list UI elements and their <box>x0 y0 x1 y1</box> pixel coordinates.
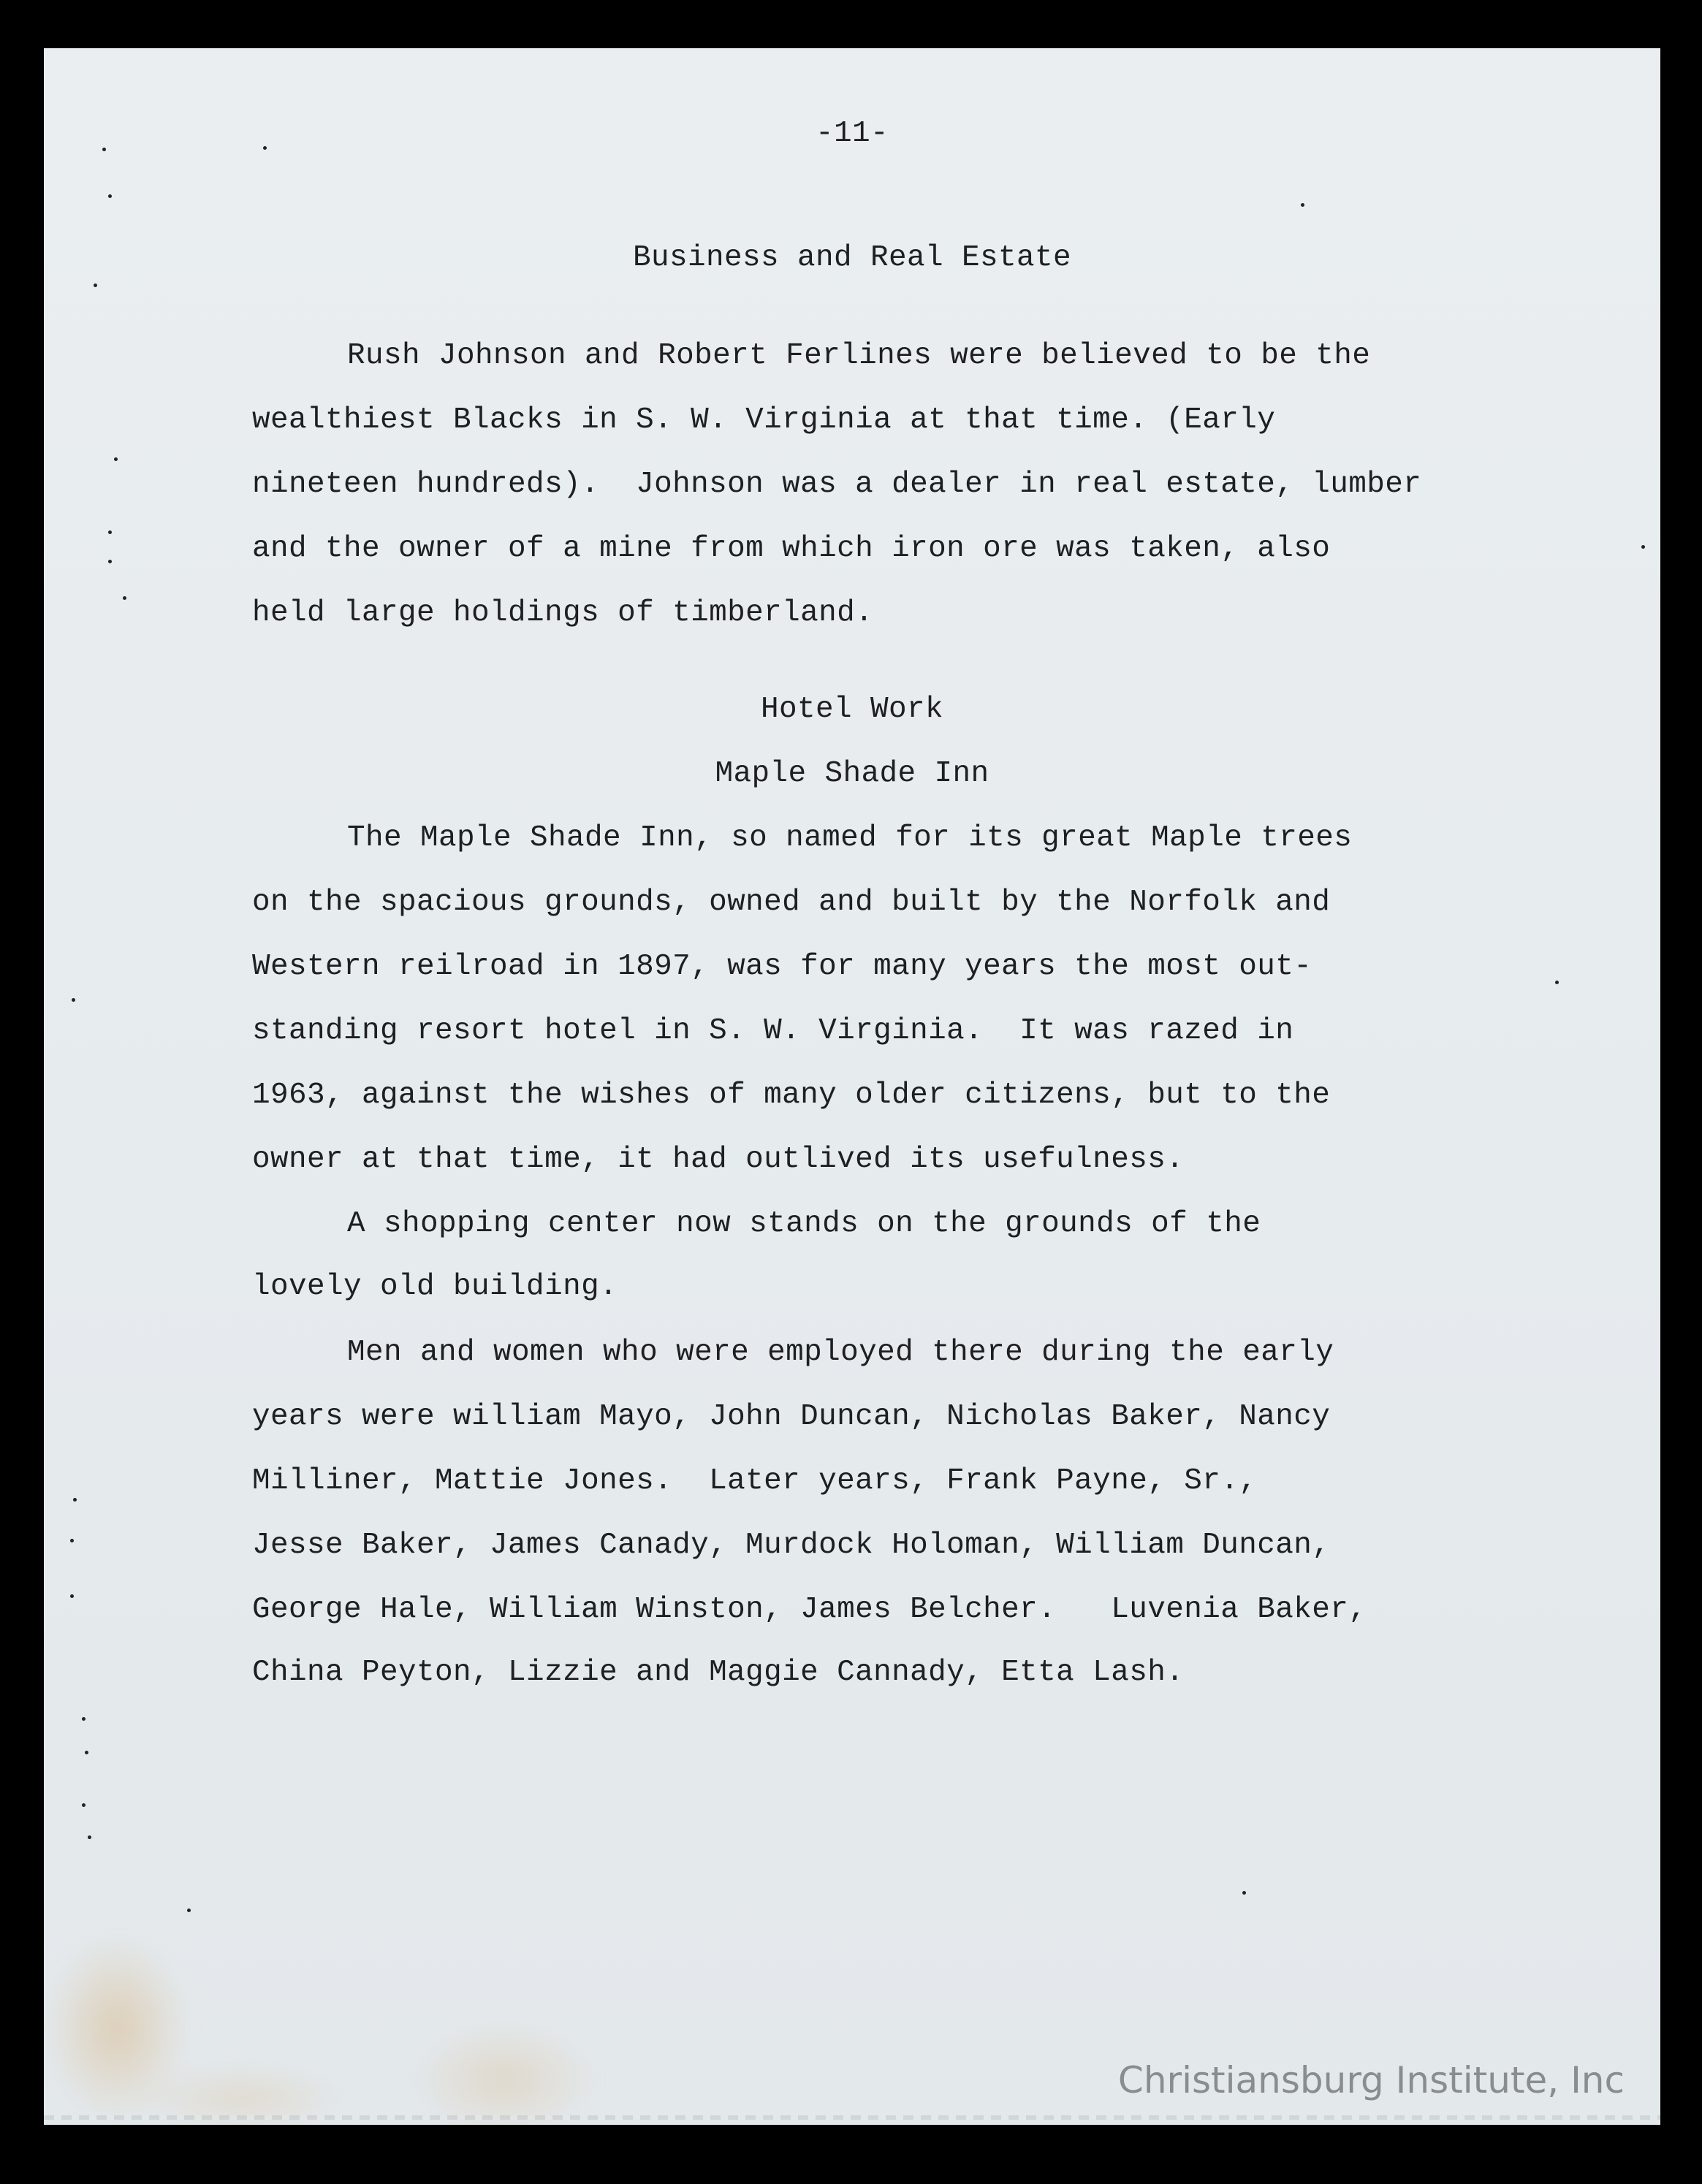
speck <box>88 1835 91 1839</box>
watermark: Christiansburg Institute, Inc <box>1117 2059 1625 2101</box>
paragraph-line: Milliner, Mattie Jones. Later years, Frank Payne, Sr., <box>252 1464 1258 1498</box>
paragraph-line: Rush Johnson and Robert Ferlines were believed to be the <box>347 339 1371 373</box>
speck <box>94 284 97 287</box>
paragraph-line: 1963, against the wishes of many older citizens, but to the <box>252 1078 1331 1112</box>
paragraph-line: A shopping center now stands on the grounds of the <box>347 1207 1261 1241</box>
speck <box>73 1498 77 1502</box>
paragraph-line: The Maple Shade Inn, so named for its great Maple trees <box>347 821 1353 855</box>
water-stain <box>409 2021 599 2125</box>
paragraph-line: lovely old building. <box>252 1270 618 1304</box>
section-subheading-maple-shade: Maple Shade Inn <box>715 757 989 791</box>
paragraph-line: held large holdings of timberland. <box>252 596 874 630</box>
paragraph-line: Western reilroad in 1897, was for many years the most out- <box>252 950 1312 983</box>
speck <box>82 1803 86 1807</box>
speck <box>70 1539 74 1542</box>
speck <box>108 530 112 534</box>
speck <box>82 1717 86 1721</box>
speck <box>1555 981 1559 984</box>
paragraph-line: standing resort hotel in S. W. Virginia. It was razed in <box>252 1014 1294 1048</box>
page-number: -11- <box>815 117 889 151</box>
speck <box>108 194 112 198</box>
paragraph-line: George Hale, William Winston, James Belcher. Luvenia Baker, <box>252 1593 1367 1626</box>
paragraph-line: Men and women who were employed there during the early <box>347 1336 1334 1369</box>
paragraph-line: and the owner of a mine from which iron ore was taken, also <box>252 532 1331 566</box>
speck <box>72 998 75 1002</box>
section-heading-hotel: Hotel Work <box>760 693 944 726</box>
paragraph-line: wealthiest Blacks in S. W. Virginia at that time. (Early <box>252 403 1276 437</box>
paragraph-line: Jesse Baker, James Canady, Murdock Holoman, William Duncan, <box>252 1529 1331 1562</box>
speck <box>70 1594 74 1598</box>
paragraph-line: years were william Mayo, John Duncan, Nicholas Baker, Nancy <box>252 1400 1331 1434</box>
paragraph-line: nineteen hundreds). Johnson was a dealer in real estate, lumber <box>252 468 1422 501</box>
speck <box>1641 545 1645 549</box>
speck <box>85 1751 88 1754</box>
paper-bottom-edge <box>44 2115 1660 2120</box>
paragraph-line: owner at that time, it had outlived its usefulness. <box>252 1143 1185 1176</box>
paragraph-line: China Peyton, Lizzie and Maggie Cannady, Etta Lash. <box>252 1656 1185 1689</box>
speck <box>108 560 112 563</box>
speck <box>1242 1891 1246 1895</box>
paragraph-line: on the spacious grounds, owned and built by the Norfolk and <box>252 886 1331 919</box>
section-heading-business: Business and Real Estate <box>632 241 1072 275</box>
speck <box>187 1909 191 1912</box>
speck <box>114 457 118 461</box>
speck <box>123 596 126 600</box>
speck <box>1301 203 1304 207</box>
document-page <box>44 48 1660 2125</box>
